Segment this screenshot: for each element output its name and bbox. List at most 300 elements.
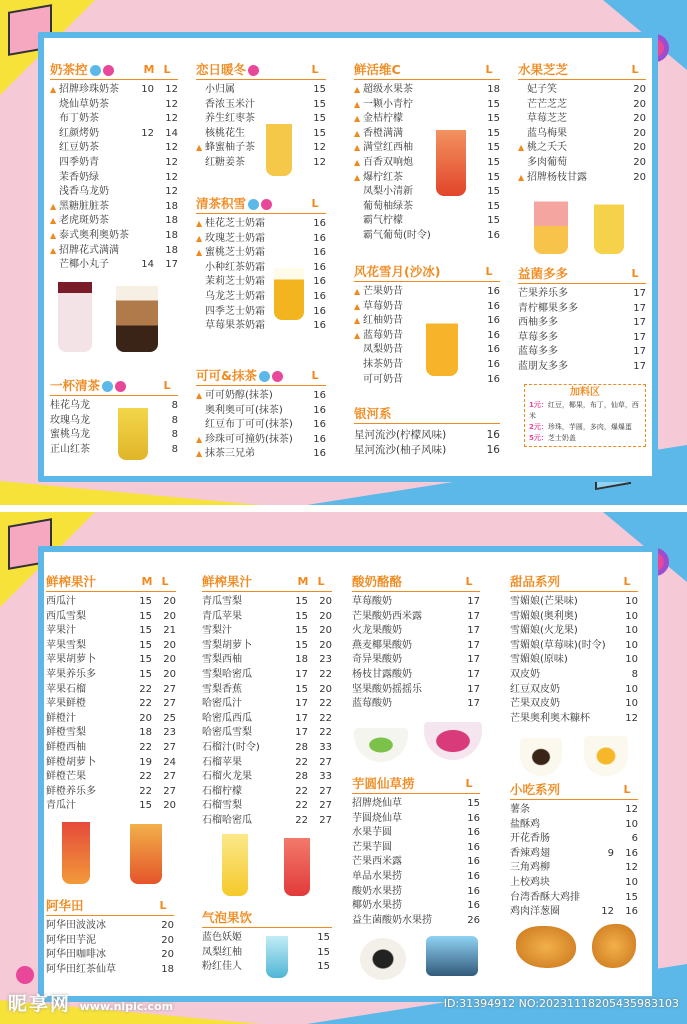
item-price-l: 6 [631, 833, 638, 845]
item-price-m: 15 [295, 639, 308, 651]
item-name: 凤梨奶昔 [363, 344, 403, 356]
item-price-l: 15 [313, 98, 326, 110]
item-price-m: 20 [139, 712, 152, 724]
menu-item-row [50, 185, 178, 200]
item-name: 抹茶三兄弟 [205, 448, 255, 460]
item-price-l: 20 [163, 639, 176, 651]
item-name: 核桃花生 [205, 127, 245, 139]
menu-item-row [352, 653, 480, 668]
item-name: 哈密瓜雪梨 [202, 727, 252, 739]
item-price-l: 22 [319, 712, 332, 724]
item-price-l: 16 [467, 885, 480, 897]
item-price-l: 16 [487, 286, 500, 297]
item-name: 可可奶昔 [363, 373, 403, 385]
item-price-l: 22 [319, 698, 332, 710]
menu-item-row [50, 428, 178, 443]
item-price-m: 22 [295, 814, 308, 826]
add-on-text: 红豆，椰果，布丁，仙草，西米 [529, 401, 639, 420]
item-price-l: 17 [467, 654, 480, 666]
item-name: 火龙果酸奶 [352, 625, 402, 637]
item-price-l: 20 [161, 934, 174, 946]
item-price-m: 14 [141, 259, 154, 271]
recommend-icon: ▲ [354, 316, 361, 326]
item-name: 超级水果茶 [363, 84, 413, 95]
item-price-l: 20 [633, 84, 646, 95]
item-name: 蜜桃芝士奶霜 [205, 247, 265, 259]
menu-item-row [352, 624, 480, 639]
item-name: 台湾香酥大鸡排 [510, 891, 580, 903]
menu-item-row [46, 712, 176, 727]
section-title: 一杯清茶 [50, 378, 101, 393]
section-yibeiqingcha [50, 378, 178, 457]
item-price-m: 15 [139, 625, 152, 637]
menu-item-row [196, 156, 326, 171]
section-suannai [352, 574, 480, 712]
recommend-icon: ▲ [354, 128, 361, 138]
item-name: 四季芝士奶霜 [205, 305, 265, 317]
item-price-m: 10 [141, 84, 154, 95]
item-price-l: 16 [487, 358, 500, 370]
item-price-l: 16 [625, 906, 638, 918]
menu-item-row [352, 595, 480, 610]
item-price-l: 15 [625, 891, 638, 903]
menu-item-row [46, 624, 176, 639]
item-price-m [606, 639, 621, 654]
menu-item-row [518, 287, 646, 302]
menu-item-row [46, 785, 176, 800]
item-price-l: 17 [165, 259, 178, 271]
item-price-l: 17 [467, 625, 480, 637]
menu-item-row [510, 639, 638, 654]
watermark-logo [8, 989, 173, 1016]
item-price-l: 12 [165, 84, 178, 95]
item-list [50, 83, 178, 273]
menu-item-row [352, 841, 480, 856]
item-name: 玫瑰芝士奶霜 [205, 232, 265, 244]
item-price-l: 17 [633, 346, 646, 358]
item-price-l: 20 [163, 610, 176, 622]
menu-item-row [510, 905, 638, 920]
menu-item-row [202, 770, 332, 785]
item-price-l: 12 [313, 142, 326, 154]
menu-item-row [352, 697, 480, 712]
item-price-l: 17 [467, 698, 480, 710]
menu-item-row [354, 83, 500, 98]
menu-item-row [510, 847, 638, 862]
taro-bowl-image [426, 936, 478, 976]
menu-item-row [196, 275, 326, 290]
item-price-l: 20 [163, 800, 176, 812]
item-price-l: 16 [467, 841, 480, 853]
item-name: 蓝莓酸奶 [352, 698, 392, 710]
item-name: 蜂蜜柚子茶 [205, 142, 255, 154]
item-price-l: 8 [171, 443, 178, 455]
item-price-l: 8 [171, 414, 178, 426]
item-name: 石榴雪梨 [202, 800, 242, 812]
menu-item-row [352, 855, 480, 870]
item-name: 苹果雪梨 [46, 639, 86, 651]
item-price-m: 22 [139, 771, 152, 783]
item-price-l: 10 [625, 610, 638, 622]
item-name: 上校鸡块 [510, 876, 550, 888]
item-price-m: 18 [295, 654, 308, 666]
item-name: 茉莉芝士奶霜 [205, 276, 265, 288]
item-price-l: 10 [625, 818, 638, 830]
item-name: 金桔柠檬 [363, 113, 403, 125]
menu-item-row [46, 756, 176, 771]
recommend-icon: ▲ [354, 85, 361, 94]
item-name: 开花香肠 [510, 833, 550, 845]
item-price-l: 18 [165, 244, 178, 256]
item-name: 鸡肉洋葱圈 [510, 906, 560, 918]
item-name: 多肉葡萄 [527, 156, 567, 168]
tea-cup-image [118, 408, 148, 460]
item-price-m [594, 861, 614, 876]
item-price-m [594, 595, 614, 610]
menu-item-row [354, 112, 500, 127]
section-ahuatian [46, 898, 174, 977]
menu-item-row [518, 171, 646, 186]
menu-item-row [50, 200, 178, 215]
item-price-l: 16 [467, 870, 480, 882]
item-price-l: 17 [633, 331, 646, 343]
menu-item-row [518, 127, 646, 142]
add-on-text: 芝士奶盖 [547, 434, 576, 442]
menu-item-row [518, 83, 646, 98]
section-title: 奶茶控 [50, 62, 88, 77]
menu-item-row [50, 443, 178, 458]
item-list [352, 797, 480, 928]
item-name: 哈密瓜汁 [202, 698, 242, 710]
item-name: 一颗小青柠 [363, 98, 413, 110]
item-name: 石榴苹果 [202, 756, 242, 768]
hot-badge-icon [248, 65, 259, 76]
item-price-m [134, 229, 154, 244]
item-price-l: 16 [487, 315, 500, 327]
section-xianzha-2 [202, 574, 332, 829]
menu-item-row [510, 653, 638, 668]
menu-item-row [196, 98, 326, 113]
item-price-m: 28 [295, 771, 308, 783]
item-name: 玫瑰乌龙 [50, 414, 90, 426]
menu-item-row [202, 668, 332, 683]
item-price-l: 27 [319, 756, 332, 768]
item-price-l: 20 [319, 683, 332, 695]
item-price-l: 8 [171, 429, 178, 441]
col-l: L [317, 575, 325, 588]
item-name: 凤梨小清新 [363, 186, 413, 198]
item-price-l: 15 [317, 961, 330, 973]
item-price-m [134, 171, 154, 186]
item-price-l: 20 [633, 156, 646, 168]
menu-item-row [202, 653, 332, 668]
item-name: 石榴哈密瓜 [202, 814, 252, 826]
recommend-icon: ▲ [354, 172, 361, 182]
menu-item-row [50, 399, 178, 414]
item-name: 四季奶青 [59, 156, 99, 168]
menu-item-row [354, 285, 500, 300]
col-l: L [311, 197, 319, 210]
menu-item-row [196, 305, 326, 320]
item-price-l: 20 [319, 596, 332, 607]
item-price-l: 18 [165, 229, 178, 241]
menu-item-row [46, 770, 176, 785]
item-name: 鲜橙芒果 [46, 771, 86, 783]
item-price-l: 20 [163, 596, 176, 607]
menu-item-row [196, 127, 326, 142]
item-price-m [134, 141, 154, 156]
watermark-url: www.nipic.com [79, 1000, 174, 1013]
section-tianpin [510, 574, 638, 726]
col-l: L [485, 265, 493, 278]
item-list [50, 399, 178, 457]
item-price-l: 16 [313, 290, 326, 302]
menu-item-row [50, 98, 178, 113]
item-price-m: 22 [139, 683, 152, 695]
item-price-l: 25 [163, 712, 176, 724]
menu-item-row [352, 668, 480, 683]
item-price-m: 15 [139, 610, 152, 622]
item-price-l: 16 [313, 276, 326, 288]
item-name: 坚果酸奶摇摇乐 [352, 683, 422, 695]
menu-item-row [352, 639, 480, 654]
item-price-l: 27 [319, 814, 332, 826]
menu-item-row [196, 83, 326, 98]
menu-page-bottom [0, 512, 687, 1024]
menu-item-row [50, 214, 178, 229]
menu-item-row [510, 818, 638, 833]
menu-item-row [196, 232, 326, 247]
item-name: 葡萄柚绿茶 [363, 200, 413, 212]
item-name: 妃子笑 [527, 84, 557, 95]
item-name: 芒果养乐多 [518, 288, 568, 299]
item-price-l: 10 [625, 698, 638, 710]
item-price-l: 20 [163, 654, 176, 666]
item-name: 石榴火龙果 [202, 771, 252, 783]
cold-badge-icon [261, 199, 272, 210]
recommend-icon: ▲ [518, 143, 525, 153]
milk-tea-cup-image [58, 282, 92, 352]
item-name: 鲜橙汁 [46, 712, 76, 724]
item-name: 正山红茶 [50, 443, 90, 455]
item-price-l: 27 [319, 785, 332, 797]
smoothie-cup-image [426, 312, 458, 376]
item-price-l: 17 [467, 668, 480, 680]
item-list [518, 287, 646, 375]
menu-item-row [202, 756, 332, 771]
item-name: 雪媚娘(奥利奥) [510, 610, 578, 622]
item-price-l: 20 [319, 625, 332, 637]
taro-bowl-image [360, 938, 406, 980]
menu-item-row [46, 610, 176, 625]
recommend-icon: ▲ [196, 248, 203, 258]
item-price-l: 16 [486, 429, 500, 441]
section-xianzha-1 [46, 574, 176, 814]
item-price-l: 27 [163, 771, 176, 783]
item-price-m [594, 803, 614, 818]
add-on-box [524, 384, 646, 447]
item-price-l: 16 [487, 300, 500, 312]
menu-item-row [354, 156, 500, 171]
menu-item-row [202, 814, 332, 829]
item-name: 蓝莓奶昔 [363, 329, 403, 341]
item-price-l: 27 [319, 800, 332, 812]
item-name: 蓝莓多多 [518, 346, 558, 358]
item-name: 青瓜雪梨 [202, 596, 242, 607]
menu-item-row [202, 639, 332, 654]
menu-item-row [46, 948, 174, 963]
item-list [202, 595, 332, 829]
item-name: 爆柠红茶 [363, 171, 403, 183]
item-name: 阿华田红茶仙草 [46, 963, 116, 975]
add-on-title: 加料区 [570, 387, 600, 398]
item-price-l: 33 [319, 771, 332, 783]
item-price-l: 10 [625, 683, 638, 695]
section-title: 清茶积雪 [196, 196, 247, 211]
item-price-l: 20 [633, 98, 646, 110]
cold-badge-icon [115, 381, 126, 392]
item-list [510, 595, 638, 726]
item-price-l: 15 [487, 186, 500, 198]
item-name: 香浓玉米汁 [205, 98, 255, 110]
section-title: 风花雪月(沙冰) [354, 264, 441, 279]
item-price-l: 12 [625, 712, 638, 724]
item-price-l: 16 [313, 390, 326, 401]
menu-item-row [354, 214, 500, 229]
item-price-l: 12 [625, 804, 638, 815]
menu-item-row [50, 112, 178, 127]
menu-item-row [352, 885, 480, 900]
item-price-m: 17 [295, 668, 308, 680]
item-name: 苹果养乐多 [46, 668, 96, 680]
item-price-m: 15 [295, 596, 308, 607]
section-title: 水果芝芝 [518, 62, 569, 77]
menu-item-row [196, 433, 326, 448]
item-name: 青瓜汁 [46, 800, 76, 812]
col-l: L [631, 63, 639, 76]
item-price-m: 22 [295, 785, 308, 797]
menu-item-row [510, 595, 638, 610]
item-price-l: 16 [313, 305, 326, 317]
item-name: 西瓜汁 [46, 596, 76, 607]
item-name: 茉香奶绿 [59, 171, 99, 183]
item-price-m [134, 244, 154, 259]
menu-item-row [354, 427, 500, 442]
col-l: L [485, 63, 493, 76]
item-price-l: 33 [319, 741, 332, 753]
item-name: 鲜橙西柚 [46, 741, 86, 753]
item-list [46, 919, 174, 977]
item-name: 草莓果茶奶霜 [205, 320, 265, 332]
item-price-l: 27 [163, 741, 176, 753]
menu-item-row [518, 331, 646, 346]
item-name: 鲜橙养乐多 [46, 785, 96, 797]
recommend-icon: ▲ [50, 230, 57, 240]
item-price-l: 20 [633, 113, 646, 125]
item-price-l: 10 [625, 654, 638, 666]
recommend-icon: ▲ [50, 245, 57, 255]
menu-item-row [352, 812, 480, 827]
item-name: 苹果石榴 [46, 683, 86, 695]
menu-item-row [196, 217, 326, 232]
item-name: 雪媚娘(草莓味)(时令) [510, 639, 606, 651]
cheese-tea-cup-image [274, 268, 304, 320]
menu-item-row [518, 302, 646, 317]
item-price-l: 15 [317, 932, 330, 943]
section-title: 气泡果饮 [202, 910, 253, 925]
item-name: 红颜烤奶 [59, 127, 99, 139]
item-price-m: 9 [607, 847, 614, 859]
item-name: 招牌珍珠奶茶 [59, 84, 119, 95]
item-name: 老虎斑奶茶 [59, 215, 109, 227]
item-name: 红豆双皮奶 [510, 683, 560, 695]
section-title: 鲜榨果汁 [202, 574, 253, 589]
item-name: 盐酥鸡 [510, 818, 540, 830]
item-price-m: 22 [139, 698, 152, 710]
section-title: 鲜榨果汁 [46, 574, 97, 589]
item-price-l: 15 [467, 798, 480, 809]
item-price-m [594, 624, 614, 639]
item-name: 招牌杨枝甘露 [527, 171, 587, 183]
item-name: 养生红枣茶 [205, 113, 255, 125]
item-name: 酸奶水果捞 [352, 885, 402, 897]
item-name: 燕麦椰果酸奶 [352, 639, 412, 651]
item-price-l: 16 [313, 404, 326, 416]
menu-item-row [352, 610, 480, 625]
col-l: L [311, 63, 319, 76]
item-price-l: 12 [165, 98, 178, 110]
item-price-l: 16 [313, 232, 326, 244]
recommend-icon: ▲ [354, 287, 361, 296]
menu-item-row [46, 668, 176, 683]
menu-item-row [196, 290, 326, 305]
menu-item-row [354, 141, 500, 156]
item-price-m: 17 [295, 727, 308, 739]
item-name: 百香双响炮 [363, 156, 413, 168]
item-name: 蜜桃乌龙 [50, 429, 90, 441]
recommend-icon: ▲ [354, 143, 361, 153]
item-name: 青柠椰果多多 [518, 302, 578, 314]
item-list [510, 803, 638, 920]
item-name: 雪媚娘(原味) [510, 654, 568, 666]
item-price-l: 15 [317, 946, 330, 958]
menu-item-row [510, 624, 638, 639]
menu-item-row [46, 653, 176, 668]
section-shuiguozhizhi [518, 62, 646, 185]
item-list [352, 595, 480, 712]
item-price-l: 17 [633, 302, 646, 314]
col-l: L [311, 369, 319, 382]
col-m: M [143, 63, 155, 76]
item-price-m [134, 112, 154, 127]
item-name: 雪梨哈密瓜 [202, 668, 252, 680]
menu-item-row [354, 373, 500, 388]
item-price-l: 22 [319, 668, 332, 680]
item-price-l: 16 [313, 448, 326, 460]
item-name: 招牌花式满满 [59, 244, 119, 256]
menu-item-row [46, 726, 176, 741]
item-name: 布丁奶茶 [59, 113, 99, 125]
item-name: 阿华田波波冰 [46, 920, 106, 931]
pink-dot-deco [16, 966, 34, 984]
item-price-l: 16 [486, 443, 500, 456]
item-name: 小种红茶奶霜 [205, 261, 265, 273]
menu-item-row [196, 141, 326, 156]
add-on-text: 珍珠，芋圆，多肉，爆爆蛋 [547, 423, 632, 431]
section-title: 甜品系列 [510, 574, 561, 589]
section-yuyuan [352, 776, 480, 928]
menu-item-row [352, 914, 480, 929]
